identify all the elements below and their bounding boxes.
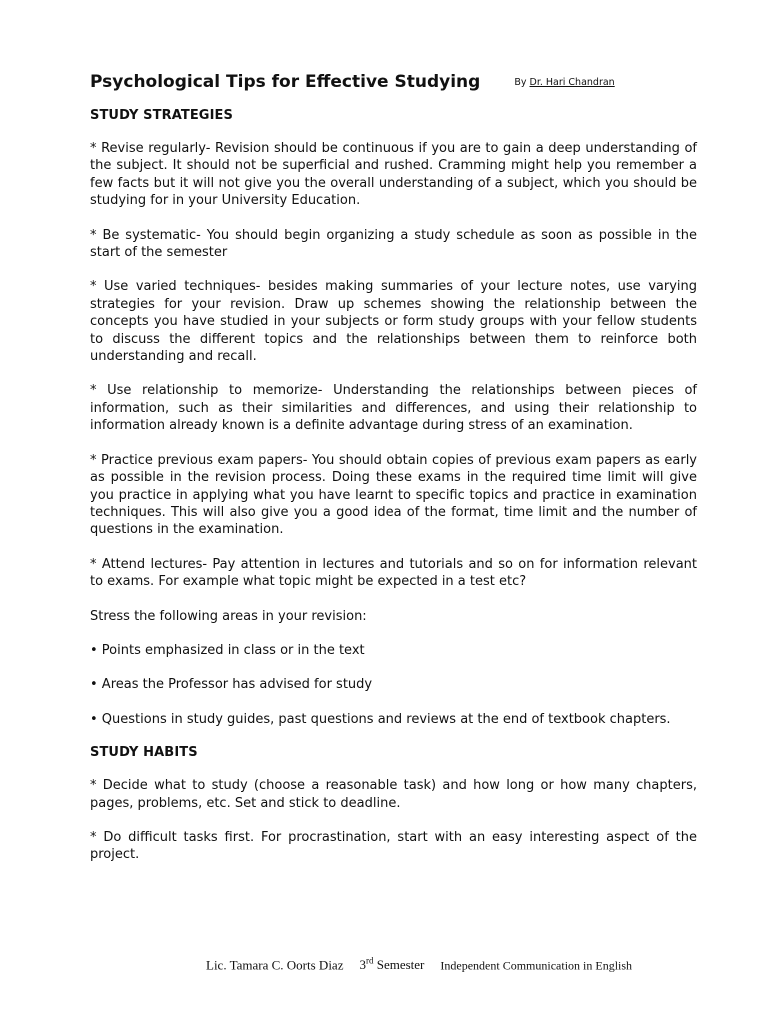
footer-name: Lic. Tamara C. Oorts Diaz: [206, 957, 344, 973]
paragraph-varied-techniques: * Use varied techniques- besides making summaries of your lecture notes, use varying strategies for your revision. Draw up schemes showing the relationship between the concepts you have studied in your subjects or form study groups with your fellow students to discuss the different topics and the relationships between them to reinforce both understanding and recall.: [90, 279, 697, 365]
paragraph-difficult-tasks-first: * Do difficult tasks first. For procrastination, start with an easy interesting aspect of the project.: [90, 829, 697, 863]
footer-semester-word: Semester: [376, 957, 425, 973]
document-page: [90, 72, 697, 881]
byline: [514, 77, 614, 88]
list-item-professor-advised: • Areas the Professor has advised for study: [90, 677, 373, 693]
author-name: Dr. Hari Chandran: [529, 77, 615, 88]
page-title: Psychological Tips for Effective Studying: [90, 72, 481, 92]
paragraph-previous-exam-papers: * Practice previous exam papers- You should obtain copies of previous exam papers as early as possible in the revision process. Doing these exams in the required time limit will give you practice in applying what you have learnt to specific topics and practice in examination techniques. This will also give you a good idea of the format, time limit and the number of questions in the examination.: [90, 452, 697, 538]
paragraph-attend-lectures: * Attend lectures- Pay attention in lectures and tutorials and so on for information relevant to exams. For example what topic might be expected in a test etc?: [90, 556, 697, 590]
paragraph-revise-regularly: * Revise regularly- Revision should be continuous if you are to gain a deep understanding of the subject. It should not be superficial and rushed. Cramming might help you remember a few facts but it will not give you the overall understanding of a subject, which you should be studying for in your University Education.: [90, 141, 697, 209]
by-label: By: [514, 77, 527, 88]
footer-semester-suffix: rd: [365, 956, 374, 966]
list-item-points-emphasized: • Points emphasized in class or in the text: [90, 642, 365, 658]
paragraph-be-systematic: * Be systematic- You should begin organizing a study schedule as soon as possible in the start of the semester: [90, 227, 697, 261]
list-item-study-guides: • Questions in study guides, past questions and reviews at the end of textbook chapters.: [90, 711, 671, 727]
page-footer: [206, 956, 632, 973]
footer-semester: [359, 957, 424, 972]
footer-course: Independent Communication in English: [440, 958, 633, 973]
footer-semester-number: 3: [359, 957, 366, 973]
title-row: [90, 72, 697, 92]
paragraph-relationship-memorize: * Use relationship to memorize- Understanding the relationships between pieces of information, such as their similarities and differences, and using their relationship to information already known is a definite advantage during stress of an examination.: [90, 383, 697, 434]
section-heading-study-habits: STUDY HABITS: [90, 745, 198, 761]
paragraph-stress-areas: Stress the following areas in your revision:: [90, 608, 367, 624]
paragraph-decide-what-to-study: * Decide what to study (choose a reasonable task) and how long or how many chapters, pages, problems, etc. Set and stick to deadline.: [90, 778, 697, 811]
section-heading-study-strategies: STUDY STRATEGIES: [90, 108, 233, 123]
